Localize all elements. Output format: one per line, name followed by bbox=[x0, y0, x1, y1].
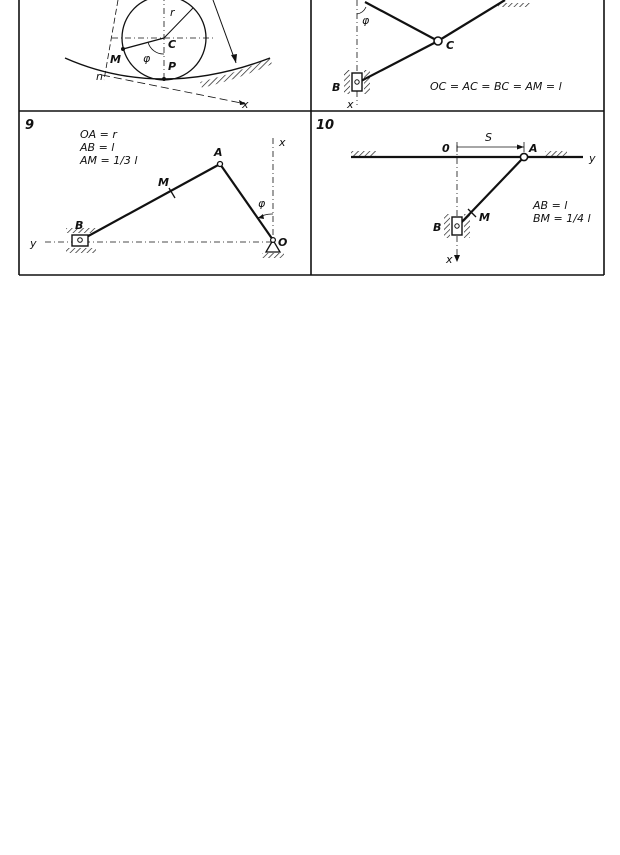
label-o: 0 bbox=[442, 142, 450, 155]
label-x: x bbox=[347, 98, 354, 111]
label-p: P bbox=[168, 60, 177, 73]
given-ab: AB = l bbox=[533, 199, 568, 212]
slider-guide-left bbox=[344, 70, 350, 94]
label-phi: φ bbox=[258, 197, 266, 210]
panel-top-left bbox=[65, 0, 272, 111]
label-o: O bbox=[278, 236, 288, 249]
pivot-o bbox=[271, 238, 276, 243]
slider-guide-bottom bbox=[66, 248, 96, 253]
label-a: A bbox=[529, 142, 538, 155]
panel-top-right bbox=[332, 0, 562, 111]
slider-b-pin bbox=[78, 238, 83, 243]
panel-10 bbox=[316, 118, 596, 266]
slider-guide-right bbox=[364, 70, 370, 94]
link-ab bbox=[81, 164, 220, 240]
label-m: M bbox=[158, 176, 169, 189]
velocity-vector bbox=[213, 0, 236, 63]
label-b: B bbox=[75, 219, 84, 232]
link-to-top-right bbox=[438, 0, 505, 41]
label-x: x bbox=[279, 136, 286, 149]
joint-c bbox=[434, 37, 442, 45]
panel-9 bbox=[25, 118, 287, 258]
label-y: y bbox=[30, 237, 37, 250]
label-m: M bbox=[110, 53, 121, 66]
slider-guide-left bbox=[444, 214, 450, 238]
label-y: y bbox=[589, 152, 596, 165]
label-b: B bbox=[433, 221, 442, 234]
rail-hatching-left bbox=[351, 151, 376, 156]
joint-a bbox=[520, 153, 527, 160]
slider-b-pin bbox=[355, 80, 359, 84]
rail-hatching-right bbox=[545, 151, 567, 156]
label-c: C bbox=[168, 38, 177, 51]
angle-phi-arc bbox=[148, 42, 164, 54]
top-right-hatching bbox=[498, 3, 530, 7]
length-equation: OC = AC = BC = AM = l bbox=[430, 80, 562, 93]
label-a: A bbox=[214, 146, 223, 159]
normal-dashed-line bbox=[104, 0, 118, 80]
label-r: r bbox=[170, 6, 175, 19]
link-bc bbox=[359, 41, 438, 82]
velocity-vector-arrow bbox=[231, 54, 237, 63]
label-phi: φ bbox=[362, 14, 370, 27]
given-oa: OA = r bbox=[80, 128, 117, 141]
label-m: M bbox=[479, 211, 490, 224]
panel-number: 9 bbox=[25, 118, 35, 133]
pivot-o-ground bbox=[262, 253, 284, 258]
label-phi: φ bbox=[143, 52, 151, 65]
disc-radius-line bbox=[164, 8, 193, 38]
x-axis-arrow bbox=[454, 255, 460, 262]
point-m-dot bbox=[121, 47, 125, 51]
label-c: C bbox=[446, 39, 455, 52]
dim-s-arrow-right bbox=[517, 145, 524, 150]
label-x: x bbox=[242, 98, 249, 111]
given-ab: AB = l bbox=[80, 141, 115, 154]
given-am: AM = 1/3 l bbox=[80, 154, 138, 167]
given-bm: BM = 1/4 l bbox=[533, 212, 591, 225]
slider-guide-right bbox=[464, 214, 470, 238]
label-n: n bbox=[96, 70, 103, 83]
label-x: x bbox=[446, 253, 453, 266]
label-b: B bbox=[332, 81, 341, 94]
link-upper bbox=[365, 2, 438, 41]
panel-number: 10 bbox=[316, 118, 335, 133]
slider-b-pin bbox=[455, 224, 459, 228]
disc-radius-cm bbox=[123, 38, 164, 49]
label-s: S bbox=[485, 131, 492, 144]
angle-phi-arc bbox=[357, 7, 366, 14]
joint-a bbox=[218, 162, 223, 167]
